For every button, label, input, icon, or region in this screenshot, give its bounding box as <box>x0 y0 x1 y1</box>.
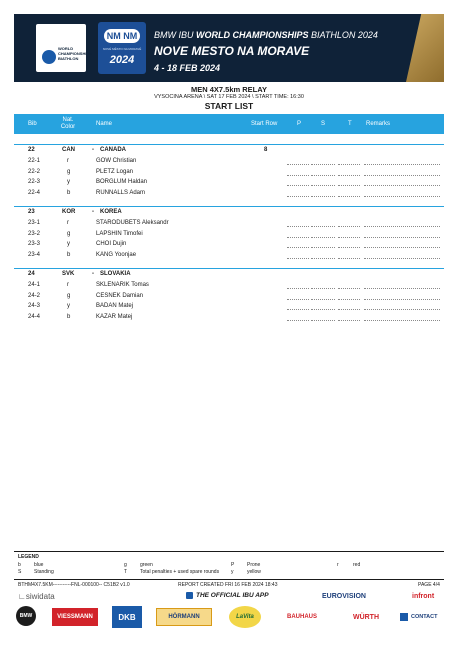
blank-entry-line <box>364 258 440 259</box>
athlete-bib: 24-4 <box>28 313 41 320</box>
athlete-color: b <box>67 251 71 258</box>
blank-entry-line <box>287 320 309 321</box>
wurth-logo: WÜRTH <box>352 613 380 621</box>
athlete-color: y <box>67 303 70 309</box>
blank-entry-line <box>311 299 335 300</box>
athlete-bib: 22-3 <box>28 179 41 185</box>
athlete-row <box>14 281 444 291</box>
athlete-name: BADAN Matej <box>96 303 134 309</box>
team-bib: 22 <box>28 147 35 153</box>
team-name: SLOVAKIA <box>100 271 131 277</box>
blank-entry-line <box>311 247 335 248</box>
athlete-bib: 24-3 <box>28 303 41 309</box>
athlete-row <box>14 157 444 167</box>
logo-text: WORLD CHAMPIONSHIPS BIATHLON <box>58 46 92 61</box>
blank-entry-line <box>311 226 335 227</box>
legend-key: r <box>337 562 339 568</box>
blank-entry-line <box>287 226 309 227</box>
blank-entry-line <box>364 175 440 176</box>
team-bib: 24 <box>28 271 35 277</box>
blank-entry-line <box>364 309 440 310</box>
athlete-row <box>14 313 444 323</box>
blank-entry-line <box>287 196 309 197</box>
event-subtitle: VYSOCINA ARENA \ SAT 17 FEB 2024 \ START TIME: 16:30 <box>154 94 304 100</box>
legend-label: red <box>353 562 361 568</box>
lavita-logo: LaVita <box>229 606 261 628</box>
contact-logo <box>400 608 442 626</box>
blank-entry-line <box>364 299 440 300</box>
athlete-row <box>14 168 444 178</box>
championship-suffix: BIATHLON 2024 <box>311 30 378 40</box>
team-nation: CAN <box>62 147 75 153</box>
col-bib: Bib <box>28 120 37 127</box>
blank-entry-line <box>338 175 360 176</box>
athlete-name: SKLENARIK Tomas <box>96 282 149 288</box>
team-bib: 23 <box>28 209 35 215</box>
team-dash: - <box>92 147 94 153</box>
blank-entry-line <box>311 196 335 197</box>
legend-label: green <box>140 562 153 568</box>
header-banner <box>14 14 444 82</box>
blank-entry-line <box>364 164 440 165</box>
team-row <box>14 270 444 280</box>
athlete-name: CESNEK Damian <box>96 292 144 299</box>
list-title: START LIST <box>204 101 254 111</box>
athlete-row <box>14 302 444 312</box>
blank-entry-line <box>287 299 309 300</box>
blank-entry-line <box>311 320 335 321</box>
athlete-row <box>14 178 444 188</box>
bauhaus-logo: BAUHAUS <box>287 614 317 620</box>
infront-logo: infront <box>412 593 435 600</box>
blank-entry-line <box>364 196 440 197</box>
legend-key: g <box>124 562 127 568</box>
blank-entry-line <box>287 247 309 248</box>
col-p: P <box>297 120 302 127</box>
eurovision-logo: EUROVISION <box>322 593 366 600</box>
table-header <box>14 114 444 134</box>
col-t: T <box>348 120 352 127</box>
athlete-color: b <box>67 189 71 196</box>
athlete-name: RUNNALLS Adam <box>96 189 146 196</box>
athlete-color: g <box>67 168 71 175</box>
blank-entry-line <box>364 226 440 227</box>
blank-entry-line <box>287 175 309 176</box>
contact-text: CONTACT <box>411 614 438 620</box>
col-s: S <box>321 120 326 127</box>
athlete-bib: 23-2 <box>28 230 41 237</box>
athlete-row <box>14 251 444 261</box>
contact-icon <box>400 613 408 621</box>
nmnm-place: NOVÉ MĚSTO NA MORAVĚ <box>102 47 142 51</box>
nmnm-year: 2024 <box>109 54 135 66</box>
document-code: BTHM4X7.5KM-----------FNL-000100-- C51B2 v1.0 <box>18 582 130 588</box>
blank-entry-line <box>311 175 335 176</box>
athlete-bib: 24-2 <box>28 292 41 299</box>
col-name: Name <box>96 120 113 127</box>
blank-entry-line <box>338 288 360 289</box>
blank-entry-line <box>338 320 360 321</box>
athlete-row <box>14 219 444 229</box>
blank-entry-line <box>338 247 360 248</box>
athlete-name: LAPSHIN Timofei <box>96 230 143 237</box>
report-created: REPORT CREATED FRI 16 FEB 2024 18:43 <box>178 582 278 588</box>
blank-entry-line <box>311 237 335 238</box>
blank-entry-line <box>338 299 360 300</box>
team-row <box>14 146 444 156</box>
bmw-logo: BMW <box>16 606 36 626</box>
blank-entry-line <box>287 309 309 310</box>
banner-gold-stripe <box>406 14 444 82</box>
legend-key: T <box>124 569 128 575</box>
legend-key: b <box>18 562 21 568</box>
athlete-bib: 23-1 <box>28 220 41 226</box>
team-name: KOREA <box>100 209 122 215</box>
blank-entry-line <box>338 237 360 238</box>
team-dash: - <box>92 271 94 277</box>
ibu-app-banner <box>186 592 269 599</box>
venue-name: NOVE MESTO NA MORAVE <box>154 44 310 58</box>
col-remarks: Remarks <box>366 120 391 127</box>
blank-entry-line <box>311 309 335 310</box>
page-number: PAGE 4/4 <box>418 582 440 588</box>
footer-divider <box>14 579 444 580</box>
ibu-icon <box>42 50 56 64</box>
team-nation: SVK <box>62 271 75 277</box>
athlete-name: CHOI Dujin <box>96 241 127 247</box>
athlete-row <box>14 230 444 240</box>
athlete-row <box>14 292 444 302</box>
nmnm-mark: NM NM <box>104 29 140 43</box>
blank-entry-line <box>338 164 360 165</box>
athlete-bib: 22-4 <box>28 189 41 196</box>
athlete-bib: 22-1 <box>28 158 41 164</box>
athlete-row <box>14 240 444 250</box>
legend-key: S <box>18 569 22 575</box>
athlete-row <box>14 189 444 199</box>
blank-entry-line <box>311 164 335 165</box>
event-dates: 4 - 18 FEB 2024 <box>154 63 221 73</box>
blank-entry-line <box>287 258 309 259</box>
athlete-bib: 22-2 <box>28 168 41 175</box>
blank-entry-line <box>311 185 335 186</box>
blank-entry-line <box>338 185 360 186</box>
championship-bold: WORLD CHAMPIONSHIPS <box>196 30 309 40</box>
dkb-logo: DKB <box>112 606 142 628</box>
athlete-color: y <box>67 179 70 185</box>
athlete-color: g <box>67 230 71 237</box>
athlete-bib: 24-1 <box>28 282 41 288</box>
blank-entry-line <box>364 247 440 248</box>
ibu-championships-logo <box>36 24 92 72</box>
legend-label: yellow <box>247 569 261 575</box>
championship-prefix: BMW IBU <box>154 30 194 40</box>
blank-entry-line <box>338 258 360 259</box>
blank-entry-line <box>287 237 309 238</box>
legend-label: Prone <box>247 562 261 568</box>
legend-label: Standing <box>34 569 54 575</box>
legend-key: P <box>231 562 235 568</box>
legend-label: blue <box>34 562 44 568</box>
hormann-logo: HÖRMANN <box>156 608 212 626</box>
event-title: MEN 4X7.5km RELAY <box>190 85 267 94</box>
athlete-name: KAZAR Matej <box>96 313 133 320</box>
siwidata-icon: ∟ <box>18 592 26 601</box>
blank-entry-line <box>364 288 440 289</box>
team-separator <box>14 144 444 145</box>
athlete-name: STARODUBETS Aleksandr <box>96 220 169 226</box>
athlete-color: r <box>67 282 69 288</box>
ibu-app-text: THE OFFICIAL IBU APP <box>196 592 269 600</box>
blank-entry-line <box>311 258 335 259</box>
viessmann-logo: VIESSMANN <box>52 608 98 626</box>
athlete-name: GOW Christian <box>96 158 137 164</box>
team-row <box>14 208 444 218</box>
siwidata-text: siwidata <box>25 592 55 601</box>
nove-mesto-logo <box>98 22 146 74</box>
athlete-color: r <box>67 220 69 226</box>
blank-entry-line <box>364 237 440 238</box>
legend-key: y <box>231 569 234 575</box>
ibu-app-icon <box>186 592 193 599</box>
team-separator <box>14 268 444 269</box>
athlete-color: r <box>67 158 69 164</box>
blank-entry-line <box>364 185 440 186</box>
team-separator <box>14 206 444 207</box>
blank-entry-line <box>338 226 360 227</box>
team-start-row: 8 <box>264 147 268 153</box>
col-start-row: Start Row <box>251 120 278 127</box>
athlete-color: b <box>67 313 71 320</box>
legend-title: LEGEND <box>18 554 39 560</box>
blank-entry-line <box>311 288 335 289</box>
athlete-name: BORGLUM Haldan <box>96 179 148 185</box>
col-nat-color: Nat. Color <box>60 117 76 130</box>
legend-label: Total penalties + used spare rounds <box>140 569 220 575</box>
blank-entry-line <box>338 196 360 197</box>
legend-divider <box>14 551 444 552</box>
blank-entry-line <box>287 288 309 289</box>
team-nation: KOR <box>62 209 76 215</box>
team-dash: - <box>92 209 94 215</box>
blank-entry-line <box>338 309 360 310</box>
athlete-color: g <box>67 292 71 299</box>
athlete-bib: 23-3 <box>28 241 41 247</box>
siwidata-logo <box>18 592 55 601</box>
athlete-name: KANG Yoonjae <box>96 251 137 258</box>
athlete-color: y <box>67 241 70 247</box>
team-name: CANADA <box>100 147 126 153</box>
athlete-name: PLETZ Logan <box>96 168 134 175</box>
blank-entry-line <box>287 185 309 186</box>
blank-entry-line <box>364 320 440 321</box>
championship-name <box>154 30 378 40</box>
athlete-bib: 23-4 <box>28 251 41 258</box>
blank-entry-line <box>287 164 309 165</box>
